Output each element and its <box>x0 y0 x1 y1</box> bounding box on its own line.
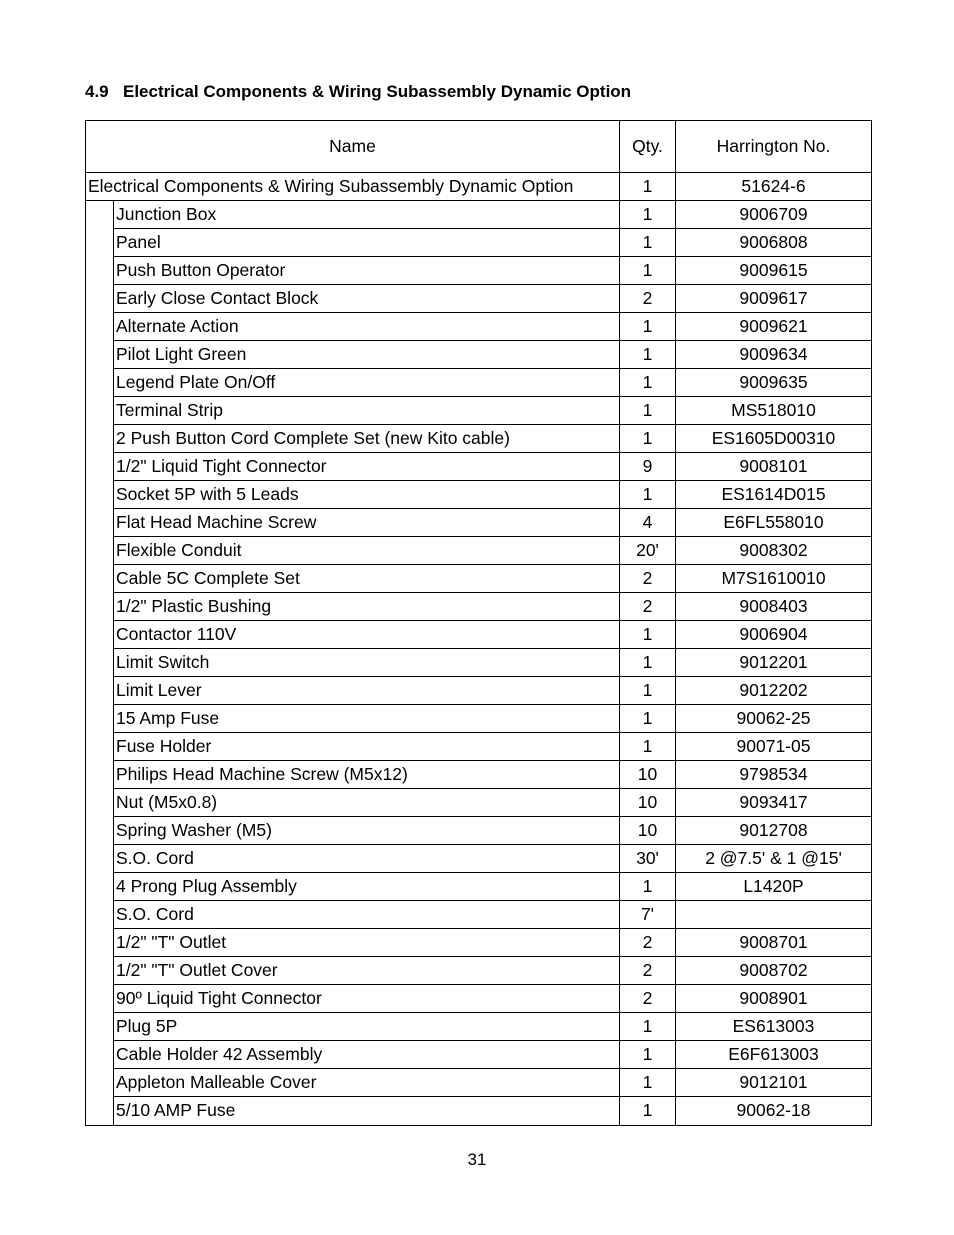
indent-spacer <box>86 313 114 341</box>
component-qty: 1 <box>619 621 675 649</box>
component-name-cell <box>85 313 619 341</box>
component-name: S.O. Cord <box>114 845 619 873</box>
component-qty: 1 <box>619 201 675 229</box>
table-row <box>85 565 872 593</box>
indent-spacer <box>86 229 114 257</box>
component-name: Legend Plate On/Off <box>114 369 619 397</box>
component-name-cell <box>85 369 619 397</box>
component-name-cell <box>85 873 619 901</box>
header-part-number: Harrington No. <box>675 121 872 172</box>
component-name: Push Button Operator <box>114 257 619 285</box>
component-name-cell <box>85 901 619 929</box>
component-name: 15 Amp Fuse <box>114 705 619 733</box>
table-row <box>85 285 872 313</box>
component-name: Terminal Strip <box>114 397 619 425</box>
assembly-qty: 1 <box>619 173 675 200</box>
table-row <box>85 1041 872 1069</box>
component-qty: 1 <box>619 397 675 425</box>
component-qty: 30' <box>619 845 675 873</box>
table-row <box>85 201 872 229</box>
indent-spacer <box>86 1013 114 1041</box>
component-qty: 2 <box>619 985 675 1013</box>
indent-spacer <box>86 845 114 873</box>
component-name: Philips Head Machine Screw (M5x12) <box>114 761 619 789</box>
component-part-number: 90071-05 <box>675 733 872 761</box>
component-part-number: E6FL558010 <box>675 509 872 537</box>
table-row <box>85 761 872 789</box>
component-name: Panel <box>114 229 619 257</box>
table-row <box>85 649 872 677</box>
component-name-cell <box>85 761 619 789</box>
indent-spacer <box>86 369 114 397</box>
component-name-cell <box>85 229 619 257</box>
section-number: 4.9 <box>85 82 109 101</box>
component-name-cell <box>85 341 619 369</box>
component-name: Cable Holder 42 Assembly <box>114 1041 619 1069</box>
component-name-cell <box>85 1041 619 1069</box>
table-row <box>85 509 872 537</box>
table-row <box>85 1069 872 1097</box>
table-row <box>85 817 872 845</box>
component-name-cell <box>85 957 619 985</box>
component-qty: 9 <box>619 453 675 481</box>
component-name: 1/2" Liquid Tight Connector <box>114 453 619 481</box>
component-qty: 1 <box>619 1069 675 1097</box>
component-name: 2 Push Button Cord Complete Set (new Kito cable) <box>114 425 619 453</box>
component-qty: 1 <box>619 1041 675 1069</box>
indent-spacer <box>86 509 114 537</box>
indent-spacer <box>86 1069 114 1097</box>
component-name: Socket 5P with 5 Leads <box>114 481 619 509</box>
component-part-number: 9012708 <box>675 817 872 845</box>
indent-spacer <box>86 285 114 313</box>
component-part-number: 9009635 <box>675 369 872 397</box>
table-row <box>85 621 872 649</box>
component-qty: 4 <box>619 509 675 537</box>
component-qty: 2 <box>619 929 675 957</box>
assembly-row <box>85 173 872 201</box>
parts-table <box>85 120 872 1126</box>
component-name-cell <box>85 929 619 957</box>
component-part-number: 9008701 <box>675 929 872 957</box>
table-row <box>85 369 872 397</box>
indent-spacer <box>86 817 114 845</box>
component-part-number: 9012201 <box>675 649 872 677</box>
component-name: Fuse Holder <box>114 733 619 761</box>
indent-spacer <box>86 425 114 453</box>
component-part-number: E6F613003 <box>675 1041 872 1069</box>
component-part-number <box>675 901 872 929</box>
indent-spacer <box>86 397 114 425</box>
component-qty: 10 <box>619 789 675 817</box>
indent-spacer <box>86 677 114 705</box>
component-part-number: 9798534 <box>675 761 872 789</box>
component-qty: 1 <box>619 677 675 705</box>
component-part-number: 9006709 <box>675 201 872 229</box>
component-qty: 1 <box>619 873 675 901</box>
component-qty: 1 <box>619 649 675 677</box>
component-qty: 1 <box>619 481 675 509</box>
page-number: 31 <box>467 1150 487 1169</box>
component-name: Pilot Light Green <box>114 341 619 369</box>
indent-spacer <box>86 1041 114 1069</box>
component-part-number: ES1605D00310 <box>675 425 872 453</box>
header-name: Name <box>85 121 619 172</box>
component-name-cell <box>85 845 619 873</box>
component-qty: 10 <box>619 817 675 845</box>
table-row <box>85 229 872 257</box>
component-part-number: ES613003 <box>675 1013 872 1041</box>
component-name: 5/10 AMP Fuse <box>116 1100 236 1121</box>
component-name: Nut (M5x0.8) <box>114 789 619 817</box>
indent-spacer <box>86 705 114 733</box>
component-part-number: 2 @7.5' & 1 @15' <box>675 845 872 873</box>
component-name: Early Close Contact Block <box>114 285 619 313</box>
component-name: Appleton Malleable Cover <box>114 1069 619 1097</box>
indent-spacer <box>86 649 114 677</box>
component-qty: 1 <box>619 257 675 285</box>
component-part-number: 9008101 <box>675 453 872 481</box>
indent-spacer <box>86 957 114 985</box>
component-name-cell <box>85 593 619 621</box>
table-row <box>85 733 872 761</box>
component-part-number: MS518010 <box>675 397 872 425</box>
table-row <box>85 873 872 901</box>
indent-spacer <box>86 481 114 509</box>
component-name-cell <box>85 817 619 845</box>
component-name-cell <box>85 677 619 705</box>
component-part-number: 9012101 <box>675 1069 872 1097</box>
component-name: S.O. Cord <box>114 901 619 929</box>
indent-spacer <box>86 733 114 761</box>
component-name-cell <box>85 789 619 817</box>
table-row <box>85 453 872 481</box>
indent-spacer <box>86 621 114 649</box>
table-row <box>85 1013 872 1041</box>
component-part-number: 9009634 <box>675 341 872 369</box>
component-name-cell <box>85 985 619 1013</box>
component-name-cell <box>85 397 619 425</box>
component-qty: 20' <box>619 537 675 565</box>
component-qty: 1 <box>619 705 675 733</box>
component-qty: 2 <box>619 285 675 313</box>
component-name: Flexible Conduit <box>114 537 619 565</box>
indent-spacer <box>86 761 114 789</box>
component-part-number: 9008901 <box>675 985 872 1013</box>
indent-spacer <box>86 1097 114 1125</box>
indent-spacer <box>86 341 114 369</box>
component-name-cell <box>85 649 619 677</box>
indent-spacer <box>86 257 114 285</box>
assembly-name: Electrical Components & Wiring Subassembly Dynamic Option <box>85 173 619 200</box>
component-qty: 2 <box>619 565 675 593</box>
component-part-number: 9006904 <box>675 621 872 649</box>
component-name: 1/2" Plastic Bushing <box>114 593 619 621</box>
component-name: Limit Lever <box>114 677 619 705</box>
component-name: Junction Box <box>114 201 619 229</box>
indent-spacer <box>86 565 114 593</box>
component-name-cell <box>85 453 619 481</box>
indent-spacer <box>86 873 114 901</box>
component-name: Spring Washer (M5) <box>114 817 619 845</box>
assembly-part-number: 51624-6 <box>675 173 872 200</box>
header-qty: Qty. <box>619 121 675 172</box>
table-row <box>85 1097 872 1125</box>
component-part-number: 9006808 <box>675 229 872 257</box>
component-name-cell <box>85 509 619 537</box>
section-heading <box>85 82 631 102</box>
component-name: 4 Prong Plug Assembly <box>114 873 619 901</box>
component-part-number: 9008702 <box>675 957 872 985</box>
table-row <box>85 481 872 509</box>
table-row <box>85 705 872 733</box>
table-row <box>85 677 872 705</box>
indent-spacer <box>86 537 114 565</box>
indent-spacer <box>86 929 114 957</box>
component-qty: 1 <box>619 1013 675 1041</box>
table-header-row <box>85 121 872 173</box>
component-qty: 1 <box>619 425 675 453</box>
component-name-cell <box>85 285 619 313</box>
component-qty: 7' <box>619 901 675 929</box>
table-row <box>85 593 872 621</box>
component-name-cell <box>85 621 619 649</box>
component-name-cell <box>85 1013 619 1041</box>
component-name: Plug 5P <box>114 1013 619 1041</box>
component-name-cell <box>85 481 619 509</box>
component-part-number: L1420P <box>675 873 872 901</box>
indent-spacer <box>86 901 114 929</box>
component-part-number: 9009617 <box>675 285 872 313</box>
table-row <box>85 985 872 1013</box>
component-qty: 1 <box>619 369 675 397</box>
indent-spacer <box>86 985 114 1013</box>
table-row <box>85 957 872 985</box>
table-row <box>85 789 872 817</box>
component-qty: 1 <box>619 341 675 369</box>
component-name: Limit Switch <box>114 649 619 677</box>
component-name-cell <box>85 425 619 453</box>
indent-spacer <box>86 453 114 481</box>
component-part-number: 9093417 <box>675 789 872 817</box>
section-title: Electrical Components & Wiring Subassembly Dynamic Option <box>123 82 632 101</box>
component-qty: 1 <box>619 313 675 341</box>
component-part-number: 9012202 <box>675 677 872 705</box>
component-part-number: 90062-18 <box>675 1097 872 1125</box>
table-row <box>85 397 872 425</box>
component-part-number: M7S1610010 <box>675 565 872 593</box>
component-name: Contactor 110V <box>114 621 619 649</box>
component-name-cell <box>85 1097 619 1125</box>
component-qty: 2 <box>619 593 675 621</box>
component-name: Flat Head Machine Screw <box>114 509 619 537</box>
component-part-number: ES1614D015 <box>675 481 872 509</box>
component-qty: 1 <box>619 1097 675 1125</box>
table-row <box>85 257 872 285</box>
table-row <box>85 901 872 929</box>
component-name-cell <box>85 733 619 761</box>
indent-spacer <box>86 593 114 621</box>
table-row <box>85 537 872 565</box>
component-name: 90º Liquid Tight Connector <box>114 985 619 1013</box>
component-qty: 1 <box>619 733 675 761</box>
component-part-number: 9009615 <box>675 257 872 285</box>
component-name-cell <box>85 201 619 229</box>
table-row <box>85 341 872 369</box>
component-name: Alternate Action <box>114 313 619 341</box>
component-name: 1/2" "T" Outlet <box>114 929 619 957</box>
component-name-cell <box>85 537 619 565</box>
table-row <box>85 929 872 957</box>
table-row <box>85 845 872 873</box>
component-qty: 2 <box>619 957 675 985</box>
component-part-number: 90062-25 <box>675 705 872 733</box>
table-row <box>85 313 872 341</box>
table-row <box>85 425 872 453</box>
indent-spacer <box>86 201 114 229</box>
component-name-cell <box>85 257 619 285</box>
component-part-number: 9008302 <box>675 537 872 565</box>
component-name-cell <box>85 705 619 733</box>
indent-spacer <box>86 789 114 817</box>
component-part-number: 9008403 <box>675 593 872 621</box>
component-name: Cable 5C Complete Set <box>114 565 619 593</box>
component-qty: 1 <box>619 229 675 257</box>
component-name: 1/2" "T" Outlet Cover <box>114 957 619 985</box>
component-part-number: 9009621 <box>675 313 872 341</box>
component-name-cell <box>85 1069 619 1097</box>
component-rows <box>85 201 872 1125</box>
component-name-cell <box>85 565 619 593</box>
component-qty: 10 <box>619 761 675 789</box>
